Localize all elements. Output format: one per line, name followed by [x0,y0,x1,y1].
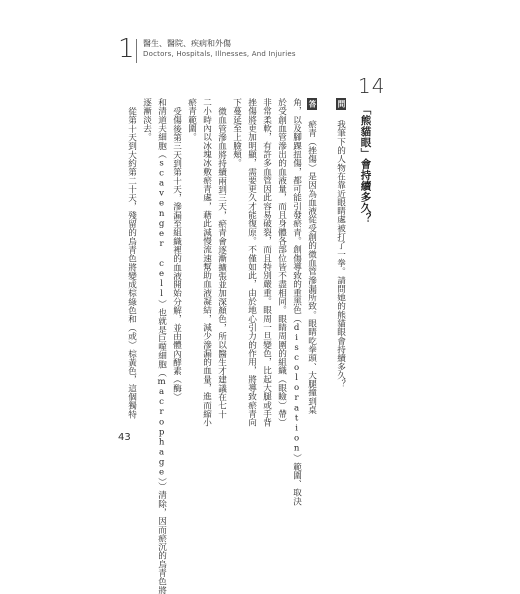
answer-column: 二小時內以冰塊冰敷瘀青處，藉此減慢流速幫助血液凝結，減少滲漏的血量，進而縮小 [201,98,212,427]
answer-column: 非常柔軟，有許多血管因此容易破裂，而且特別嚴重。眼周一旦變色，比起大腿或手背 [261,98,272,427]
answer-column: 下蔓延至上臉頰。 [231,98,242,168]
answer-column: 和清道夫細胞（scavenger cell）也就是巨噬細胞（macrophage））清除，因而瘀沉的烏青色將 [156,98,167,594]
chapter-divider [136,39,137,63]
page-number: 43 [118,432,131,443]
chapter-number: 1 [118,34,135,64]
answer-column: 於受創血管滲出的血液量，而且身體各部位皆不盡相同。眼睛周圍的組織（眼瞼）帶） [276,98,287,427]
answer-label: 答 [308,100,317,108]
chapter-title-en: Doctors, Hospitals, Illnesses, And Injuries [143,50,296,58]
question-number: 14 [358,74,386,98]
answer-column: 瘀青（挫傷）是因為血液從受創的微血管滲漏所致。眼睛吃拳頭、大腿撞到桌 [306,120,317,415]
question-text: 我筆下的人物在靠近眼睛處被打了一拳。請問她的熊貓眼會持續多久？ [335,120,346,389]
answer-column: 角，以及腳踝扭傷，都可能引發瘀青。創傷導致的重黑色（discoloration）範圍、取決 [291,98,302,506]
answer-column: 逐漸淡去。 [141,98,152,142]
question-title: 「熊貓眼」會持續多久？ [359,104,372,224]
chapter-title-zh: 醫生、醫院、疾病和外傷 [143,39,231,48]
answer-column: 微血管滲血將持續兩到三天，瘀青會逐漸擴張並加深顏色，所以醫生才建議在七十 [216,107,227,419]
answer-column: 瘀青範圍。 [186,98,197,142]
answer-column: 挫傷將更加明顯，需要更久才能復原。不僅如此，由於地心引力的作用，將導致瘀青向 [246,98,257,427]
question-label: 問 [337,100,346,108]
answer-column: 受傷後第三天到第十天，滲漏至組織裡的血液開始分解，並由體內酵素（酶） [171,107,182,402]
answer-column: 從第十天到大約第二十天，殘留的烏青色將變成棕綠色和（或）棕黃色，這個獨特 [126,107,137,419]
